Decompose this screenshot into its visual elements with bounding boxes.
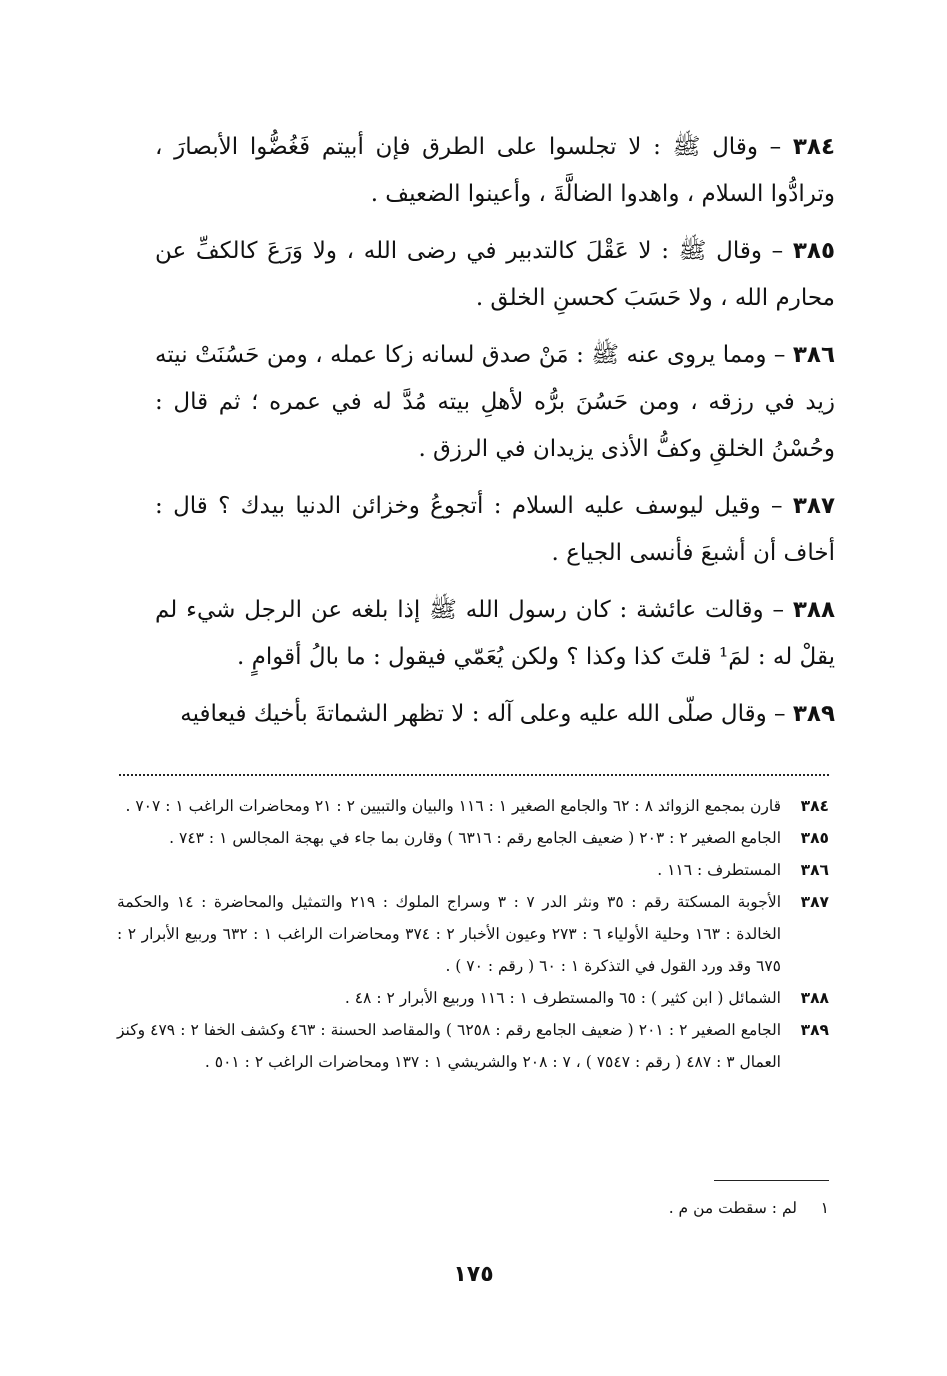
footnote-number: ١: [820, 1199, 829, 1217]
note-text: المستطرف : ١١٦ .: [657, 861, 781, 879]
paragraph-text: – وقالت عائشة : كان رسول الله ﷺ إذا بلغه عن الرجل شيء لم يقلْ له : لمَ¹ قلتَ كذا وكذا ؟ ولكن يُعَمّي فيقول : ما بالُ أقوامٍ .: [155, 597, 835, 670]
note-386: [117, 854, 829, 886]
main-text: [155, 124, 835, 748]
paragraph-number: ٣٨٨: [792, 597, 835, 623]
page-number: ١٧٥: [453, 1262, 494, 1287]
note-text: الجامع الصغير ٢ : ٢٠٣ ( ضعيف الجامع رقم : ٦٣١٦ ) وقارن بما جاء في بهجة المجالس ١ : ٧٤٣ .: [169, 829, 781, 847]
note-text: الجامع الصغير ٢ : ٢٠١ ( ضعيف الجامع رقم : ٦٢٥٨ ) والمقاصد الحسنة : ٤٦٣ وكشف الخفا ٢ : ٤٧٩ وكنز العمال ٣ : ٤٨٧ ( رقم : ٧٥٤٧ ) ، ٧ : ٢٠٨ والشريشي ١ : ١٣٧ ومحاضرات الراغب ٢ : ٥٠١ .: [117, 1021, 782, 1071]
note-text: الشمائل ( ابن كثير ) : ٦٥ والمستطرف ١ : ١١٦ وربيع الأبرار ٢ : ٤٨ .: [344, 989, 781, 1007]
paragraph-388: [155, 587, 835, 681]
note-number: ٣٨٩: [800, 1021, 829, 1039]
note-number: ٣٨٨: [800, 989, 829, 1007]
note-text: قارن بمجمع الزوائد ٨ : ٦٢ والجامع الصغير ١ : ١١٦ والبيان والتبيين ٢ : ٢١ ومحاضرات الراغب ١ : ٧٠٧ .: [125, 797, 781, 815]
footnote-rule: [714, 1180, 829, 1181]
note-number: ٣٨٤: [800, 797, 829, 815]
paragraph-text: – ومما يروى عنه ﷺ : مَنْ صدق لسانه زكا عمله ، ومن حَسُنَتْ نيته زيد في رزقه ، ومن حَسُنَ برُّه لأهلِ بيته مُدَّ له في عمره ؛ ثم قال : وحُسْنُ الخلقِ وكفُّ الأذى يزيدان في الرزق .: [155, 342, 835, 462]
footnote: [117, 1194, 829, 1222]
paragraph-text: – وقال صلّى الله عليه وعلى آله : لا تظهر الشماتةَ بأخيك فيعافيه: [180, 701, 786, 727]
paragraph-number: ٣٨٦: [792, 342, 836, 368]
paragraph-text: – وقال ﷺ : لا عَقْلَ كالتدبير في رضى الله ، ولا وَرَعَ كالكفِّ عن محارم الله ، ولا حَسَبَ كحسنِ الخلق .: [155, 238, 835, 311]
note-number: ٣٨٥: [800, 829, 829, 847]
note-text: الأجوبة المسكتة رقم : ٣٥ ونثر الدر ٧ : ٣ وسراج الملوك : ٢١٩ والتمثيل والمحاضرة : ١٤ والحكمة الخالدة : ١٦٣ وحلية الأولياء ٦ : ٢٧٣ وعيون الأخبار ٢ : ٣٧٤ ومحاضرات الراغب ١ : ٦٣٢ وربيع الأبرار ٢ : ٦٧٥ وقد ورد القول في التذكرة ١ : ٦٠ ( رقم : ٧٠ ) .: [117, 893, 782, 975]
notes-separator: [119, 774, 829, 776]
note-388: [117, 982, 829, 1014]
paragraph-389: [155, 691, 835, 738]
paragraph-number: ٣٨٩: [792, 701, 835, 727]
paragraph-386: [155, 332, 835, 473]
note-387: [117, 886, 829, 982]
footnote-text: لم : سقطت من م .: [668, 1199, 797, 1217]
paragraph-number: ٣٨٧: [792, 493, 836, 519]
paragraph-number: ٣٨٤: [792, 134, 835, 160]
note-384: [117, 790, 829, 822]
paragraph-text: – وقيل ليوسف عليه السلام : أتجوعُ وخزائن الدنيا بيدك ؟ قال : أخاف أن أشبعَ فأنسى الجياع .: [155, 493, 835, 566]
paragraph-text: – وقال ﷺ : لا تجلسوا على الطرق فإن أبيتم فَغُضُّوا الأبصارَ ، وترادُّوا السلام ، واهدوا الضالَّةَ ، وأعينوا الضعيف .: [155, 134, 835, 207]
paragraph-387: [155, 483, 835, 577]
note-number: ٣٨٦: [800, 861, 829, 879]
paragraph-384: [155, 124, 835, 218]
note-385: [117, 822, 829, 854]
source-notes: [117, 790, 829, 1078]
paragraph-385: [155, 228, 835, 322]
paragraph-number: ٣٨٥: [792, 238, 835, 264]
note-number: ٣٨٧: [800, 893, 829, 911]
note-389: [117, 1014, 829, 1078]
